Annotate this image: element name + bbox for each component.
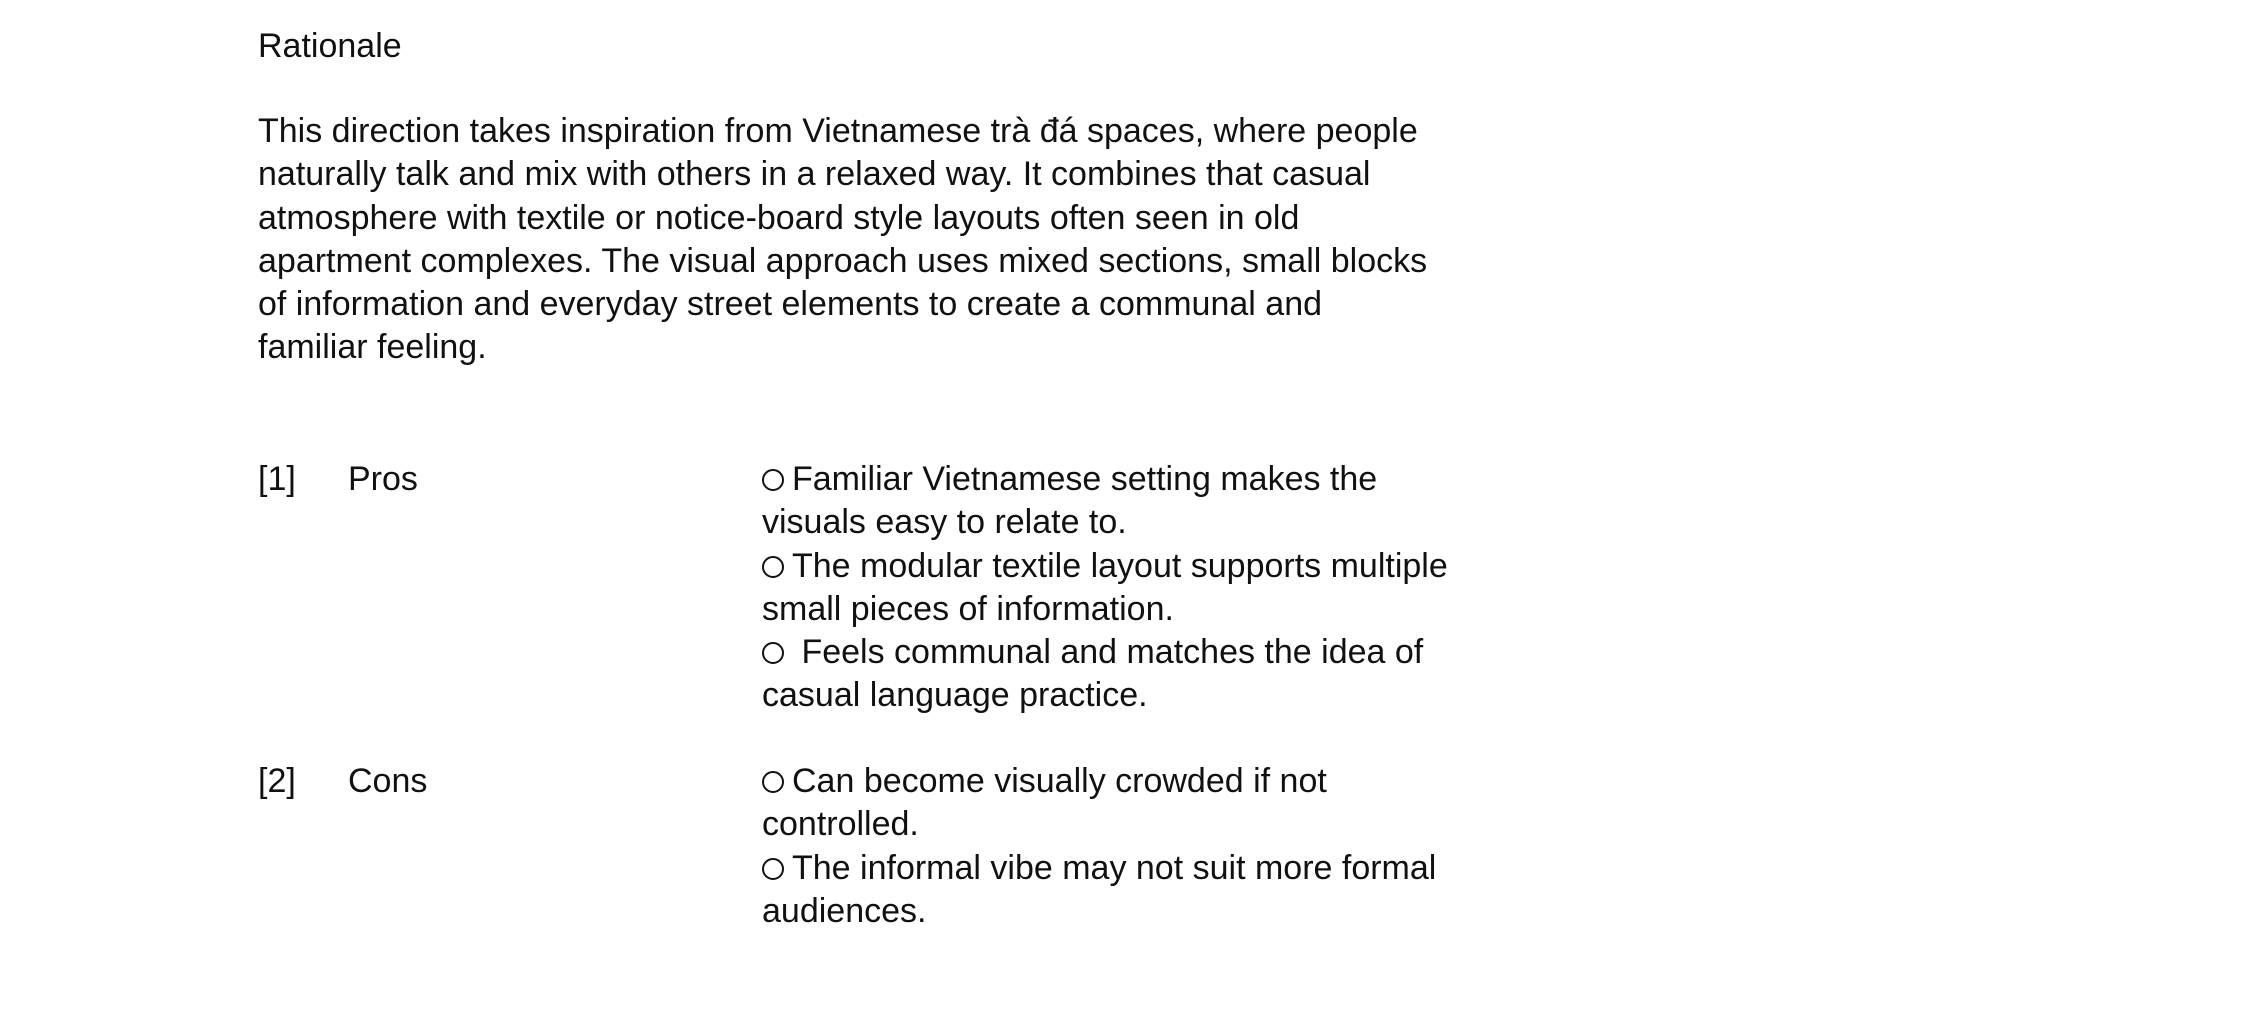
pros-label: Pros [348,460,418,498]
rationale-paragraph: This direction takes inspiration from Vietnamese trà đá spaces, where people naturally talk and mix with others in a relaxed way. It combines that casual atmosphere with textile or notice-board style layouts often seen in old apartment complexes. The visual approach uses mixed sections, small blocks of information and everyday street elements to create a communal and familiar feeling. [258,112,1428,367]
list-item [762,631,1482,718]
circle-outline-icon [762,858,784,880]
list-item [762,847,1482,934]
cons-item-text: The informal vibe may not suit more formal audiences. [762,848,1437,930]
circle-outline-icon [762,642,784,664]
list-item [762,458,1482,545]
cons-index: [2] [258,762,296,800]
cons-item-text: Can become visually crowded if not controlled. [762,762,1327,844]
pros-item-text: Familiar Vietnamese setting makes the visuals easy to relate to. [762,460,1378,542]
pros-item-text: Feels communal and matches the idea of casual language practice. [762,633,1433,715]
list-item [762,545,1482,632]
section-heading: Rationale [258,27,402,65]
pros-item-text: The modular textile layout supports multiple small pieces of information. [762,546,1448,628]
circle-outline-icon [762,469,784,491]
cons-label: Cons [348,762,428,800]
list-item [762,760,1482,847]
pros-index: [1] [258,460,296,498]
pros-list [762,458,1482,718]
circle-outline-icon [762,771,784,793]
cons-list [762,760,1482,933]
circle-outline-icon [762,556,784,578]
